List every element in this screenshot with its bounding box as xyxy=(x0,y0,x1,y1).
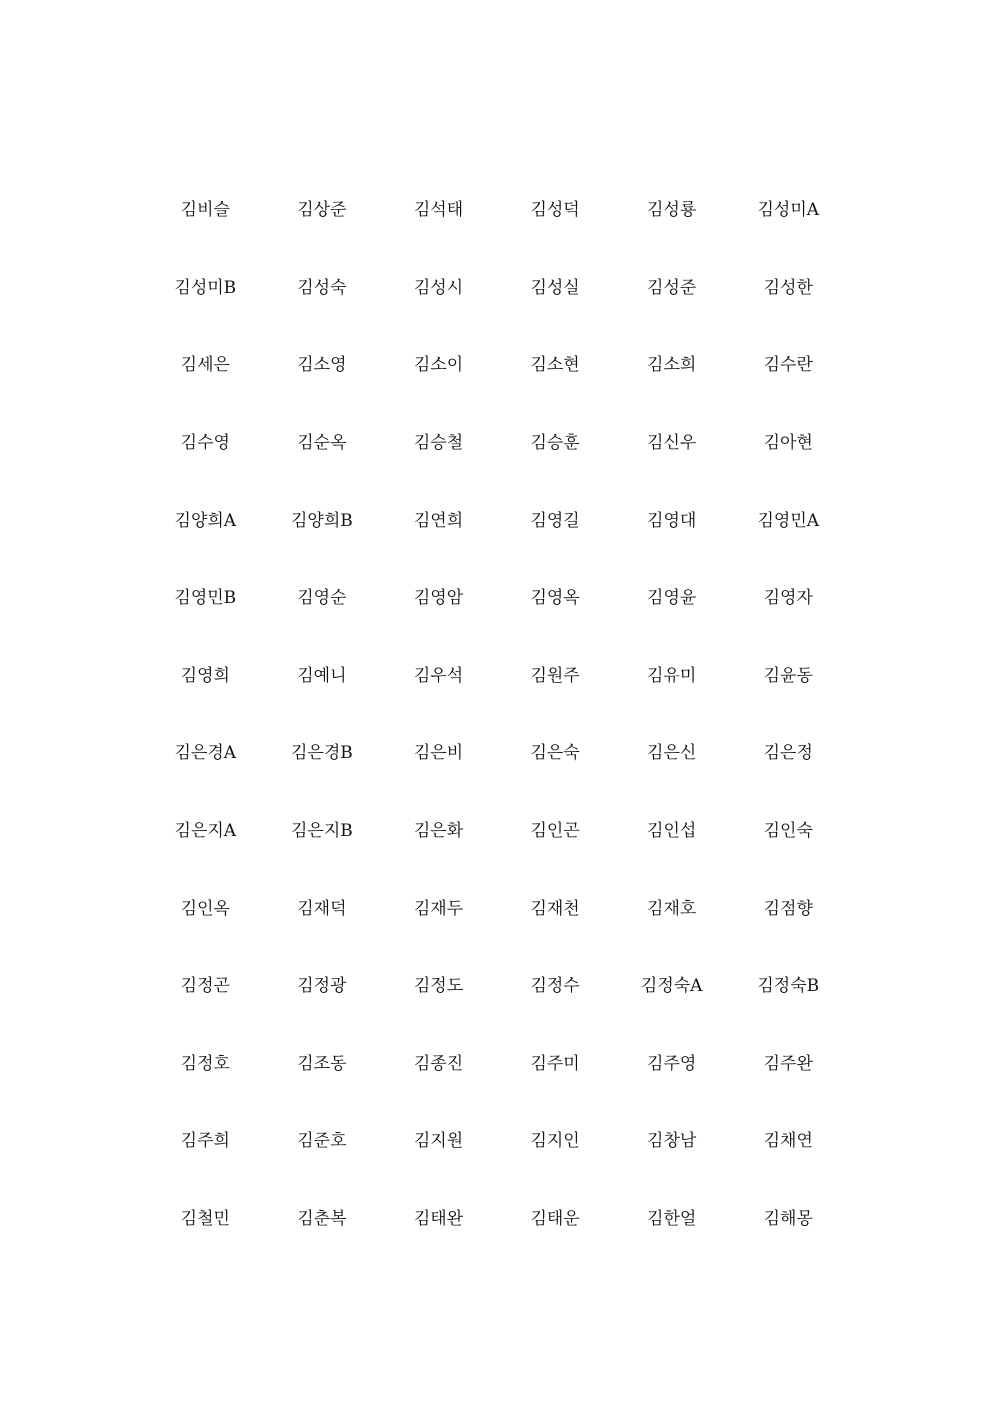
name-entry: 김해몽 xyxy=(763,1209,813,1230)
name-entry: 김정곤 xyxy=(180,976,230,997)
name-entry: 김석태 xyxy=(413,200,464,221)
name-entry: 김은화 xyxy=(413,821,464,842)
name-entry: 김상준 xyxy=(297,200,347,221)
name-entry: 김우석 xyxy=(413,665,464,686)
name-entry: 김정호 xyxy=(180,1053,230,1074)
name-entry: 김재호 xyxy=(647,898,697,919)
name-entry: 김세은 xyxy=(180,355,230,376)
name-entry: 김은지A xyxy=(174,821,237,842)
name-entry: 김성준 xyxy=(647,277,697,298)
name-entry: 김성시 xyxy=(413,277,464,298)
name-entry: 김비슬 xyxy=(180,200,230,221)
name-entry: 김은신 xyxy=(647,743,697,764)
name-entry: 김양희A xyxy=(174,510,237,531)
name-entry: 김영민A xyxy=(757,510,820,531)
name-entry: 김정도 xyxy=(413,976,464,997)
name-entry: 김채연 xyxy=(763,1131,813,1152)
name-entry: 김은경B xyxy=(291,743,353,764)
name-entry: 김은정 xyxy=(763,743,813,764)
name-entry: 김신우 xyxy=(647,433,697,454)
name-entry: 김태완 xyxy=(413,1209,464,1230)
name-entry: 김인곤 xyxy=(530,821,580,842)
name-entry: 김재덕 xyxy=(297,898,347,919)
name-entry: 김승철 xyxy=(413,433,464,454)
name-entry: 김영민B xyxy=(174,588,237,609)
name-entry: 김성숙 xyxy=(297,277,347,298)
name-entry: 김윤동 xyxy=(763,665,813,686)
name-entry: 김성실 xyxy=(530,277,580,298)
name-entry: 김승훈 xyxy=(530,433,580,454)
name-entry: 김주완 xyxy=(763,1053,813,1074)
name-entry: 김양희B xyxy=(291,510,353,531)
name-entry: 김소희 xyxy=(647,355,697,376)
name-entry: 김철민 xyxy=(180,1209,230,1230)
name-entry: 김은경A xyxy=(174,743,237,764)
name-entry: 김영옥 xyxy=(530,588,580,609)
name-entry: 김준호 xyxy=(297,1131,347,1152)
name-entry: 김영자 xyxy=(763,588,813,609)
name-entry: 김성덕 xyxy=(530,200,580,221)
name-entry: 김인숙 xyxy=(763,821,813,842)
name-entry: 김수란 xyxy=(763,355,813,376)
name-entry: 김주희 xyxy=(180,1131,230,1152)
name-entry: 김춘복 xyxy=(297,1209,347,1230)
name-entry: 김소이 xyxy=(413,355,464,376)
name-entry: 김은비 xyxy=(413,743,464,764)
name-entry: 김원주 xyxy=(530,665,580,686)
name-entry: 김소현 xyxy=(530,355,580,376)
name-entry: 김순옥 xyxy=(297,433,347,454)
name-entry: 김성미B xyxy=(174,277,237,298)
name-entry: 김주영 xyxy=(647,1053,697,1074)
name-entry: 김태운 xyxy=(530,1209,580,1230)
name-entry: 김점향 xyxy=(763,898,813,919)
name-entry: 김은지B xyxy=(291,821,353,842)
name-entry: 김수영 xyxy=(180,433,230,454)
name-entry: 김조동 xyxy=(297,1053,347,1074)
name-entry: 김예니 xyxy=(297,665,347,686)
name-entry: 김유미 xyxy=(647,665,697,686)
name-entry: 김영희 xyxy=(180,665,230,686)
name-entry: 김정숙B xyxy=(757,976,820,997)
name-entry: 김정수 xyxy=(530,976,580,997)
name-entry: 김영윤 xyxy=(647,588,697,609)
name-entry: 김한얼 xyxy=(647,1209,697,1230)
name-entry: 김연희 xyxy=(413,510,464,531)
name-entry: 김영순 xyxy=(297,588,347,609)
name-entry: 김성미A xyxy=(757,200,820,221)
name-entry: 김주미 xyxy=(530,1053,580,1074)
name-entry: 김창남 xyxy=(647,1131,697,1152)
name-entry: 김영암 xyxy=(413,588,464,609)
name-entry: 김인섭 xyxy=(647,821,697,842)
name-entry: 김재천 xyxy=(530,898,580,919)
name-entry: 김은숙 xyxy=(530,743,580,764)
name-entry: 김종진 xyxy=(413,1053,464,1074)
name-entry: 김소영 xyxy=(297,355,347,376)
name-entry: 김영대 xyxy=(647,510,697,531)
name-entry: 김정숙A xyxy=(640,976,703,997)
name-entry: 김인옥 xyxy=(180,898,230,919)
name-entry: 김지인 xyxy=(530,1131,580,1152)
name-entry: 김지원 xyxy=(413,1131,464,1152)
name-entry: 김정광 xyxy=(297,976,347,997)
name-entry: 김영길 xyxy=(530,510,580,531)
name-grid xyxy=(147,169,847,1255)
name-entry: 김아현 xyxy=(763,433,813,454)
name-entry: 김성한 xyxy=(763,277,813,298)
name-entry: 김성룡 xyxy=(647,200,697,221)
name-entry: 김재두 xyxy=(413,898,464,919)
